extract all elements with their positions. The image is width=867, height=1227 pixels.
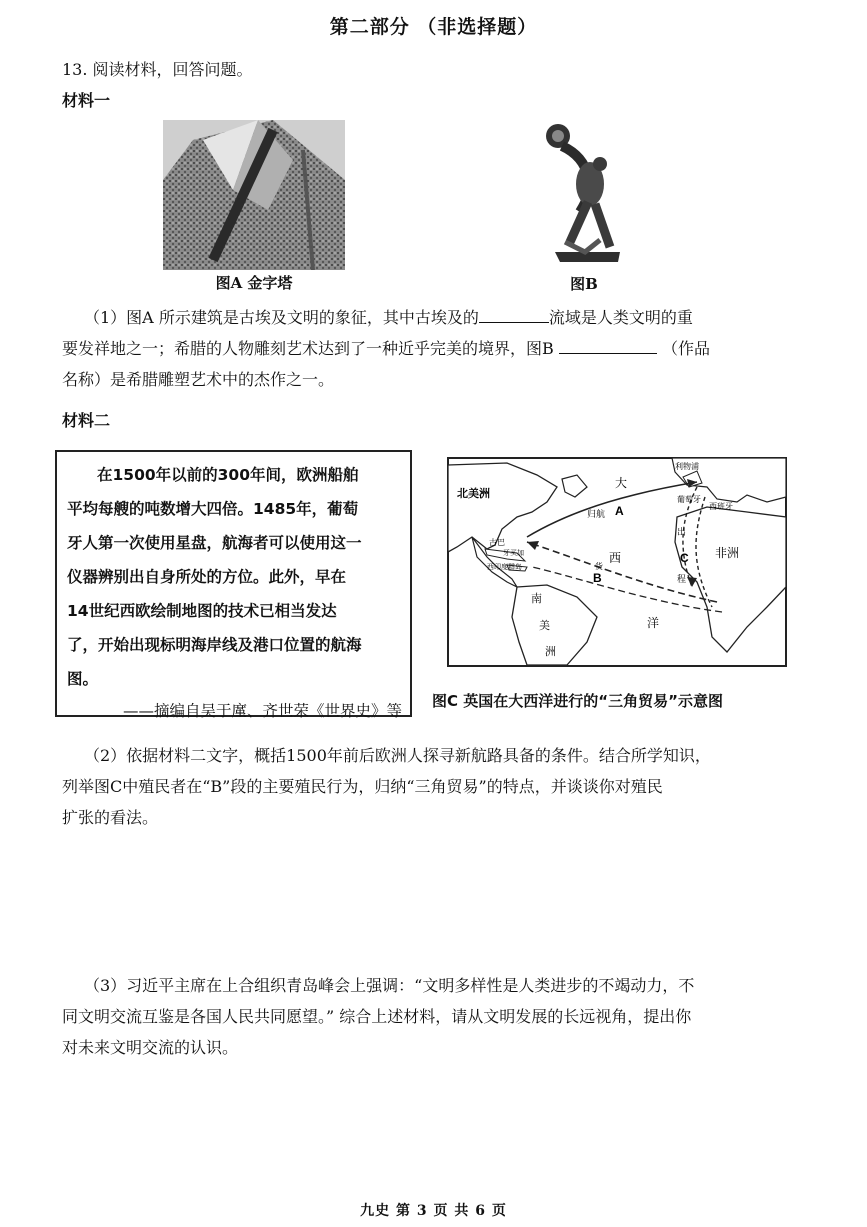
q2-line-3: 扩张的看法。	[62, 808, 159, 827]
q1-text-1: （1）图A 所示建筑是古埃及文明的象征，其中古埃及的	[84, 308, 479, 327]
m2-line-4: 仪器辨别出自身所处的方位。此外，早在	[67, 568, 347, 586]
map-label-return: 归航	[587, 509, 606, 519]
answer-blank-2[interactable]	[559, 339, 657, 354]
map-label-out: 出	[677, 527, 687, 537]
map-label-portugal: 葡萄牙	[677, 495, 701, 504]
map-label-west-indies: 西印度群岛	[487, 564, 522, 571]
map-label-c: C	[680, 551, 689, 565]
map-label-goods: 货	[595, 562, 603, 571]
answer-blank-1[interactable]	[479, 308, 549, 323]
q1-text-4: （作品	[661, 339, 710, 358]
map-label-mei: 美	[539, 620, 550, 632]
m2-source: ——摘编自吴于廑、齐世荣《世界史》等	[122, 702, 402, 720]
q1-text-5: 名称）是希腊雕塑艺术中的杰作之一。	[62, 370, 335, 389]
section-title: 第二部分 （非选择题）	[329, 16, 538, 38]
q3-line-2: 同文明交流互鉴是各国人民共同愿望。” 综合上述材料，请从文明发展的长远视角，提出你	[62, 1007, 692, 1026]
q2-line-2: 列举图C中殖民者在“B”段的主要殖民行为，归纳“三角贸易”的特点，并谈谈你对殖民	[62, 777, 663, 796]
map-label-africa: 非洲	[715, 546, 740, 560]
q1-text-2: 流域是人类文明的重	[548, 308, 693, 327]
question-intro: 13. 阅读材料，回答问题。	[62, 60, 253, 79]
question-1	[62, 302, 802, 395]
question-3	[62, 970, 802, 1063]
figure-a-caption: 图A 金字塔	[215, 274, 293, 292]
map-label-north-america: 北美洲	[457, 488, 490, 500]
map-label-spain: 西班牙	[709, 502, 733, 511]
figure-c-caption: 图C 英国在大西洋进行的“三角贸易”示意图	[432, 692, 723, 710]
m2-line-6: 了，开始出现标明海岸线及港口位置的航海	[67, 636, 362, 654]
map-label-liverpool: 利物浦	[675, 462, 699, 471]
pyramid-photo	[163, 120, 345, 270]
material1-label: 材料一	[62, 91, 111, 110]
map-label-zhou: 洲	[545, 646, 556, 658]
map-label-cuba: 古巴	[489, 538, 505, 547]
statue-image	[540, 122, 628, 272]
m2-line-2: 平均每艘的吨数增大四倍。1485年，葡萄	[67, 500, 359, 518]
q2-line-1: （2）依据材料二文字，概括1500年前后欧洲人探寻新航路具备的条件。结合所学知识，	[84, 746, 711, 765]
map-label-da: 大	[615, 476, 628, 490]
material2-textbox	[55, 450, 412, 720]
material2-label: 材料二	[62, 411, 111, 430]
map-label-route: 程	[677, 574, 687, 584]
map-label-a: A	[615, 504, 624, 518]
m2-line-7: 图。	[67, 670, 99, 688]
q1-text-3: 要发祥地之一；希腊的人物雕刻艺术达到了一种近乎完美的境界，图B	[62, 339, 554, 358]
map-label-yang: 洋	[647, 616, 660, 630]
question-2	[62, 740, 802, 833]
m2-line-5: 14世纪西欧绘制地图的技术已相当发达	[67, 602, 337, 620]
figure-b-caption: 图B	[570, 275, 598, 293]
map-label-xi: 西	[609, 551, 622, 565]
triangular-trade-map	[447, 457, 787, 667]
m2-line-3: 牙人第一次使用星盘，航海者可以使用这一	[67, 534, 362, 552]
q3-line-3: 对未来文明交流的认识。	[62, 1038, 239, 1057]
map-label-jamaica: 牙买加	[503, 550, 524, 557]
map-label-nan: 南	[531, 593, 542, 605]
q3-line-1: （3）习近平主席在上合组织青岛峰会上强调：“文明多样性是人类进步的不竭动力，不	[84, 976, 695, 995]
page-footer: 九史 第 3 页 共 6 页	[360, 1203, 507, 1219]
map-label-b: B	[593, 571, 602, 585]
m2-line-1: 在1500年以前的300年间，欧洲船舶	[97, 466, 359, 484]
